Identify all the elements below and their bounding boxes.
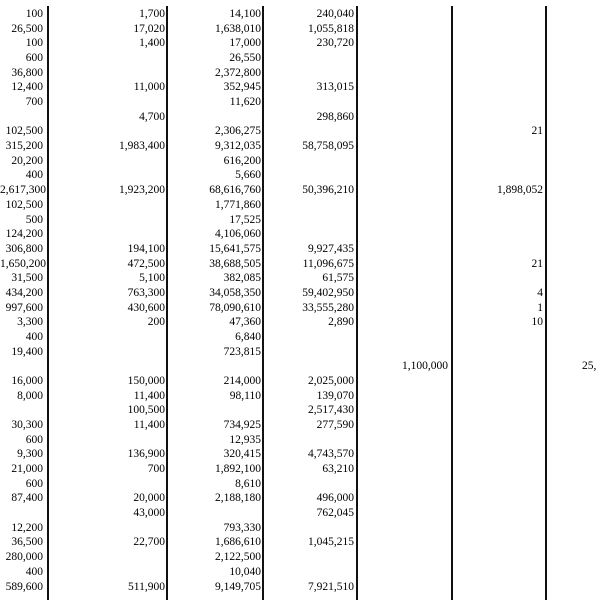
table-cell: 100 (25, 37, 43, 50)
table-cell: 11,400 (133, 389, 165, 402)
table-cell: 58,758,095 (302, 140, 354, 153)
table-cell: 2,517,430 (308, 404, 354, 417)
table-row (0, 110, 600, 125)
table-row (0, 374, 600, 389)
table-cell: 1,686,610 (215, 536, 261, 549)
table-cell: 320,415 (223, 448, 261, 461)
table-cell: 400 (25, 169, 43, 182)
table-cell: 4,700 (139, 110, 165, 123)
table-cell: 2,306,275 (215, 125, 261, 138)
table-row (0, 403, 600, 418)
table-cell: 6,840 (235, 330, 261, 343)
table-cell: 34,058,350 (209, 286, 261, 299)
table-cell: 1,700 (139, 8, 165, 20)
table-cell: 194,100 (127, 242, 165, 255)
table-row (0, 183, 600, 198)
table-row (0, 330, 600, 345)
table-cell: 2,188,180 (215, 492, 261, 505)
table-row (0, 51, 600, 66)
table-cell: 762,045 (316, 507, 354, 520)
table-row (0, 565, 600, 580)
table-cell: 313,015 (316, 81, 354, 94)
table-cell: 1,650,200 (0, 257, 46, 270)
table-cell: 68,616,760 (209, 184, 261, 197)
table-cell: 793,330 (223, 521, 261, 534)
table-row (0, 66, 600, 81)
table-cell: 26,550 (229, 52, 261, 65)
table-cell: 5,100 (139, 272, 165, 285)
table-cell: 500 (25, 213, 43, 226)
table-cell: 31,500 (11, 272, 43, 285)
table-cell: 496,000 (316, 492, 354, 505)
table-row (0, 359, 600, 374)
table-cell: 139,070 (316, 389, 354, 402)
table-cell: 9,300 (17, 448, 43, 461)
table-cell: 124,200 (5, 228, 43, 241)
table-row (0, 521, 600, 536)
table-row (0, 286, 600, 301)
table-row (0, 95, 600, 110)
table-row (0, 580, 600, 595)
table-cell: 997,600 (5, 301, 43, 314)
table-cell: 1,898,052 (497, 184, 543, 197)
table-cell: 763,300 (127, 286, 165, 299)
table-row (0, 389, 600, 404)
table-row (0, 213, 600, 228)
table-cell: 1,400 (139, 37, 165, 50)
table-row (0, 80, 600, 95)
table-cell: 61,575 (322, 272, 354, 285)
table-cell: 50,396,210 (302, 184, 354, 197)
table-cell: 4,743,570 (308, 448, 354, 461)
table-cell: 723,815 (223, 345, 261, 358)
table-cell: 2,372,800 (215, 66, 261, 79)
table-row (0, 550, 600, 565)
table-cell: 36,500 (11, 536, 43, 549)
table-cell: 10,040 (229, 565, 261, 578)
table-cell: 9,149,705 (215, 580, 261, 593)
table-cell: 63,210 (322, 463, 354, 476)
table-cell: 240,040 (316, 8, 354, 20)
table-cell: 4,106,060 (215, 228, 261, 241)
table-cell: 700 (25, 96, 43, 109)
table-row (0, 271, 600, 286)
table-cell: 19,400 (11, 345, 43, 358)
table-cell: 15,641,575 (209, 242, 261, 255)
table-row (0, 477, 600, 492)
table-row (0, 345, 600, 360)
table-cell: 98,110 (229, 389, 261, 402)
table-cell: 352,945 (223, 81, 261, 94)
table-row (0, 257, 600, 272)
table-cell: 17,525 (229, 213, 261, 226)
table-cell: 100,500 (127, 404, 165, 417)
table-cell: 38,688,505 (209, 257, 261, 270)
table-row (0, 433, 600, 448)
table-cell: 136,900 (127, 448, 165, 461)
table-cell: 511,900 (128, 580, 165, 593)
table-cell: 12,935 (229, 433, 261, 446)
table-cell: 33,555,280 (302, 301, 354, 314)
table-cell: 10 (531, 316, 543, 329)
table-row (0, 154, 600, 169)
table-row (0, 242, 600, 257)
table-row (0, 418, 600, 433)
table-cell: 230,720 (316, 37, 354, 50)
table-cell: 21 (531, 257, 543, 270)
table-cell: 102,500 (5, 198, 43, 211)
table-cell: 17,000 (229, 37, 261, 50)
table-row (0, 462, 600, 477)
table-cell: 150,000 (127, 375, 165, 387)
table-cell: 11,000 (133, 81, 165, 94)
table-cell: 1,045,215 (308, 536, 354, 549)
table-cell: 1,100,000 (402, 360, 448, 373)
table-cell: 1,923,200 (119, 184, 165, 197)
table-row (0, 124, 600, 139)
table-cell: 9,927,435 (308, 242, 354, 255)
table-cell: 9,312,035 (215, 140, 261, 153)
table-cell: 434,200 (5, 286, 43, 299)
table-cell: 78,090,610 (209, 301, 261, 314)
table-cell: 277,590 (316, 419, 354, 432)
table-cell: 12,400 (11, 81, 43, 94)
table-cell: 12,200 (11, 521, 43, 534)
table-cell: 8,610 (235, 477, 261, 490)
table-cell: 1,892,100 (215, 463, 261, 476)
table-cell: 1,638,010 (215, 22, 261, 35)
table-cell: 59,402,950 (302, 286, 354, 299)
table-cell: 2,025,000 (308, 375, 354, 387)
table-cell: 21,000 (11, 463, 43, 476)
table-cell: 382,085 (223, 272, 261, 285)
table-cell: 600 (25, 433, 43, 446)
table-cell: 4 (537, 286, 543, 299)
table-cell: 47,360 (229, 316, 261, 329)
table-cell: 472,500 (127, 257, 165, 270)
table-cell: 315,200 (5, 140, 43, 153)
table-cell: 26,500 (11, 22, 43, 35)
table-row (0, 139, 600, 154)
table-cell: 280,000 (5, 551, 43, 564)
table-cell: 102,500 (5, 125, 43, 138)
table-cell: 20,200 (11, 154, 43, 167)
table-row (0, 168, 600, 183)
table-cell: 25, (582, 360, 597, 373)
table-row (0, 506, 600, 521)
table-row (0, 315, 600, 330)
table-cell: 22,700 (133, 536, 165, 549)
table-cell: 600 (25, 52, 43, 65)
table-cell: 2,617,300 (0, 184, 46, 197)
table-cell: 8,000 (17, 389, 43, 402)
table-cell: 30,300 (11, 419, 43, 432)
table-cell: 43,000 (133, 507, 165, 520)
table-row (0, 447, 600, 462)
table-cell: 430,600 (127, 301, 165, 314)
table-row (0, 7, 600, 22)
table-row (0, 491, 600, 506)
table-cell: 1,055,818 (308, 22, 354, 35)
table-cell: 3,300 (17, 316, 43, 329)
table-cell: 400 (25, 330, 43, 343)
table-cell: 11,096,675 (302, 257, 354, 270)
table-cell: 1,983,400 (119, 140, 165, 153)
table-cell: 17,020 (133, 22, 165, 35)
table-cell: 11,620 (229, 96, 261, 109)
table-cell: 5,660 (235, 169, 261, 182)
table-cell: 1,771,860 (215, 198, 261, 211)
table-cell: 7,921,510 (308, 580, 354, 593)
table-cell: 11,400 (133, 419, 165, 432)
table-row (0, 36, 600, 51)
table-cell: 214,000 (223, 375, 261, 387)
table-cell: 16,000 (11, 375, 43, 387)
table-cell: 400 (25, 565, 43, 578)
table-cell: 298,860 (316, 110, 354, 123)
table-cell: 87,400 (11, 492, 43, 505)
table-cell: 21 (531, 125, 543, 138)
table-row (0, 535, 600, 550)
table-row (0, 198, 600, 213)
table-row (0, 227, 600, 242)
table-cell: 700 (147, 463, 165, 476)
table-cell: 200 (147, 316, 165, 329)
table-cell: 306,800 (5, 242, 43, 255)
table-cell: 616,200 (223, 154, 261, 167)
table-cell: 20,000 (133, 492, 165, 505)
table-cell: 589,600 (5, 580, 43, 593)
table-cell: 2,122,500 (215, 551, 261, 564)
table-cell: 1 (537, 301, 543, 314)
table-row (0, 301, 600, 316)
table-row (0, 22, 600, 37)
table-cell: 14,100 (229, 8, 261, 20)
table-cell: 2,890 (328, 316, 354, 329)
table-cell: 36,800 (11, 66, 43, 79)
table-cell: 100 (25, 8, 43, 20)
table-cell: 734,925 (223, 419, 261, 432)
table-cell: 600 (25, 477, 43, 490)
